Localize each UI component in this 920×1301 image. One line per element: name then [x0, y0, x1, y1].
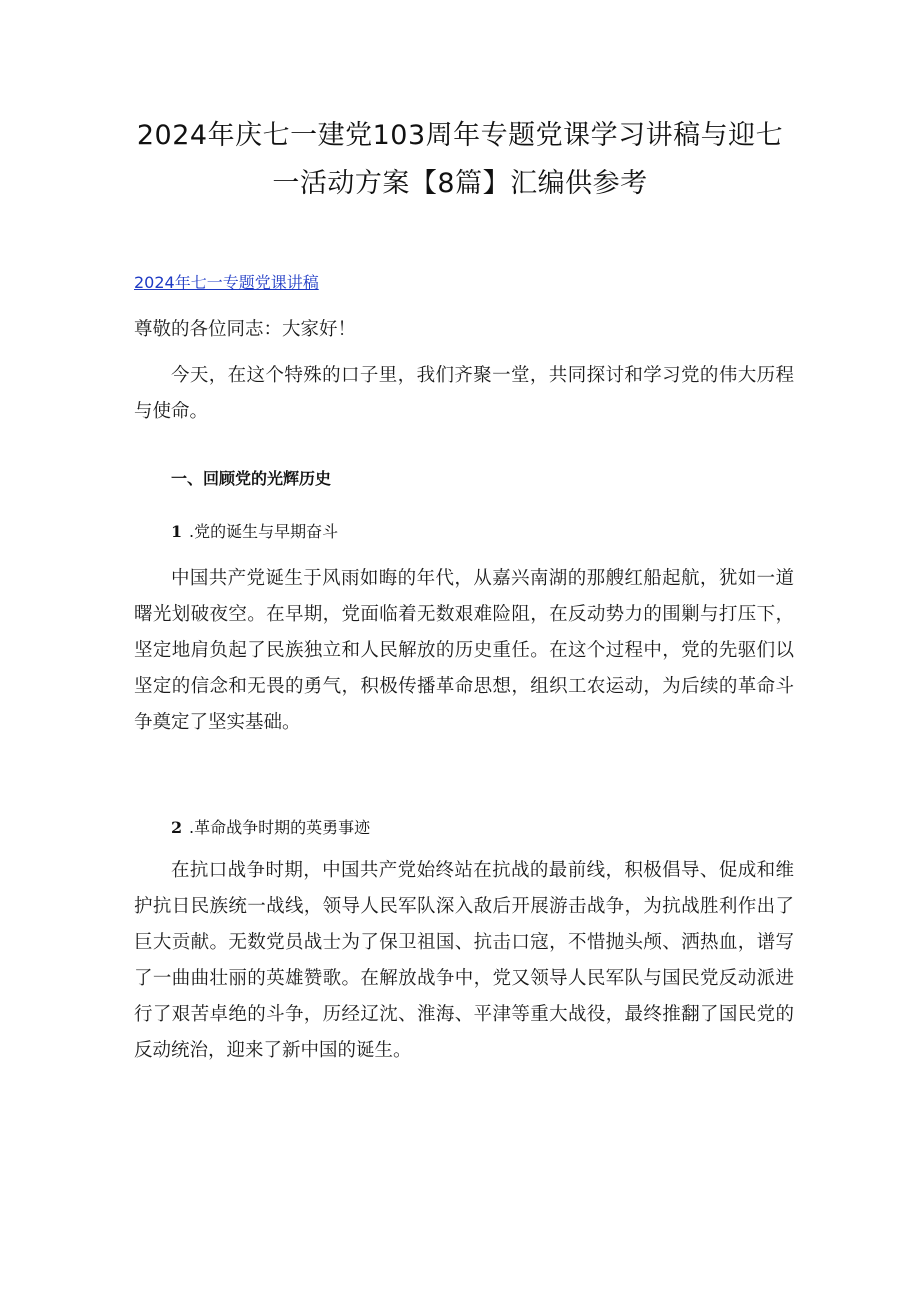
subheading-number: 2	[171, 818, 183, 837]
paragraph-party-founding: 中国共产党诞生于风雨如晦的年代，从嘉兴南湖的那艘红船起航，犹如一道曙光划破夜空。在早期，党面临着无数艰难险阻，在反动势力的围剿与打压下，坚定地肩负起了民族独立和人民解放的历史重任。在这个过程中，党的先驱们以坚定的信念和无畏的勇气，积极传播革命思想，组织工农运动，为后续的革命斗争奠定了坚实基础。	[134, 568, 794, 733]
subheading-text: .革命战争时期的英勇事迹	[189, 818, 371, 837]
subheading-revolutionary-war	[171, 815, 370, 841]
toc-link-party-lecture[interactable]: 2024年七一专题党课讲稿	[134, 273, 319, 292]
subheading-text: .党的诞生与早期奋斗	[189, 522, 339, 541]
greeting-paragraph: 尊敬的各位同志：大家好！	[134, 319, 357, 340]
intro-paragraph: 今天，在这个特殊的口子里，我们齐聚一堂，共同探讨和学习党的伟大历程与使命。	[134, 365, 794, 422]
paragraph-revolutionary-war: 在抗口战争时期，中国共产党始终站在抗战的最前线，积极倡导、促成和维护抗日民族统一战线，领导人民军队深入敌后开展游击战争，为抗战胜利作出了巨大贡献。无数党员战士为了保卫祖国、抗击口寇，不惜抛头颅、洒热血，谱写了一曲曲壮丽的英雄赞歌。在解放战争中，党又领导人民军队与国民党反动派进行了艰苦卓绝的斗争，历经辽沈、淮海、平津等重大战役，最终推翻了国民党的反动统治，迎来了新中国的诞生。	[134, 860, 794, 1061]
document-title: 2024年庆七一建党103周年专题党课学习讲稿与迎七一活动方案【8篇】汇编供参考	[136, 120, 784, 199]
subheading-number: 1	[171, 522, 183, 541]
subheading-party-founding	[171, 519, 338, 545]
section-heading-review-history: 一、回顾党的光辉历史	[171, 469, 332, 488]
